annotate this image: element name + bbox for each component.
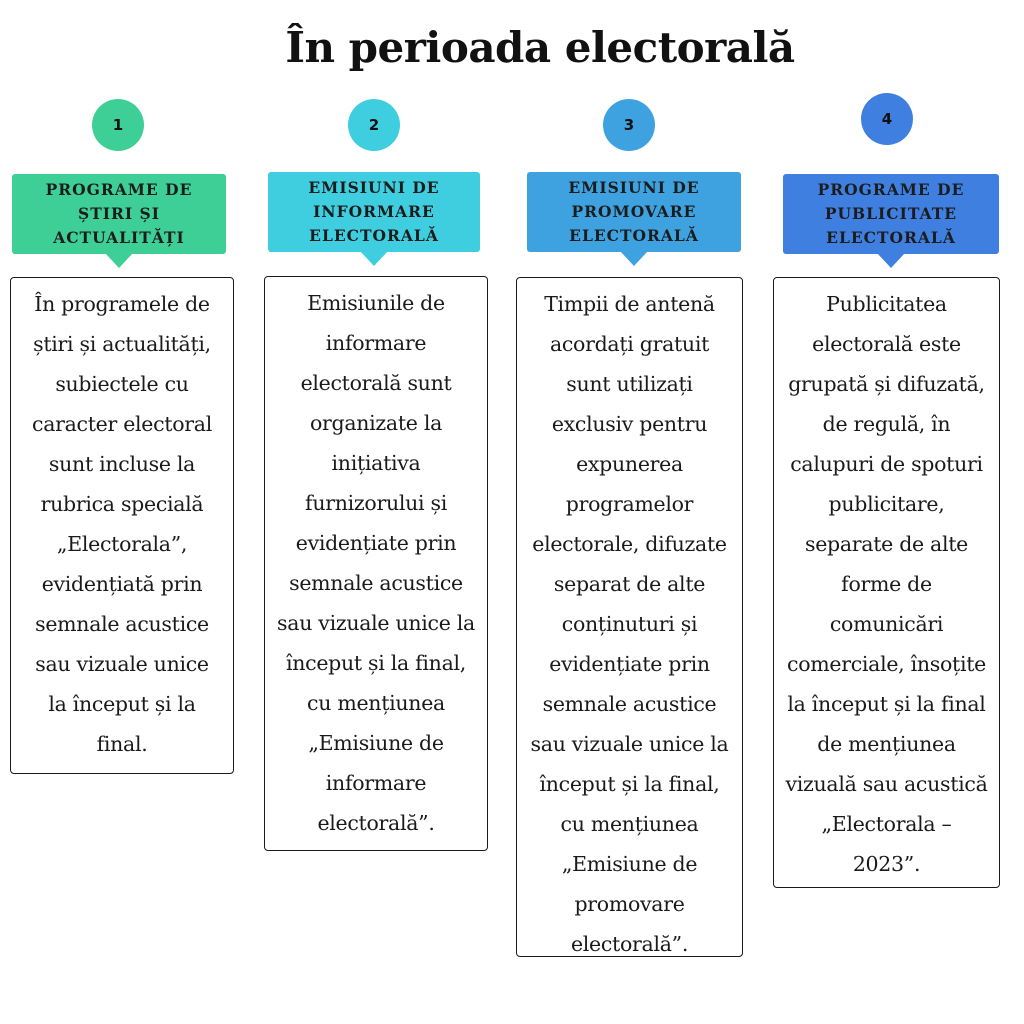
step-number-3: 3 <box>603 99 655 151</box>
text-line: evidențiate prin <box>295 531 457 555</box>
text-line: electorală”. <box>317 811 435 835</box>
pointer-arrow <box>105 253 133 268</box>
description-box-3 <box>516 277 743 957</box>
label-line: ELECTORALĂ <box>569 226 699 245</box>
text-line: la început și la final <box>787 692 986 716</box>
text-line: separate de alte <box>804 532 969 556</box>
category-label-text <box>783 178 999 250</box>
text-line: cu mențiunea <box>560 812 699 836</box>
label-line: PUBLICITATE <box>824 204 958 223</box>
text-line: rubrica specială <box>40 492 204 516</box>
label-line: INFORMARE <box>313 202 435 221</box>
text-line: forme de <box>841 572 932 596</box>
step-number-4: 4 <box>861 93 913 145</box>
text-line: semnale acustice <box>542 692 717 716</box>
text-line: semnale acustice <box>35 612 209 636</box>
page-title: În perioada electorală <box>285 23 795 72</box>
pointer-arrow <box>360 251 388 266</box>
text-line: caracter electoral <box>32 412 212 436</box>
step-number-1: 1 <box>92 99 144 151</box>
text-line: electorală este <box>812 332 961 356</box>
text-line: început și la final, <box>286 651 466 675</box>
text-line: acordați gratuit <box>549 332 710 356</box>
label-line: ELECTORALĂ <box>309 226 439 245</box>
text-line: sunt incluse la <box>48 452 196 476</box>
text-line: comerciale, însoțite <box>787 652 986 676</box>
text-line: calupuri de spoturi <box>790 452 983 476</box>
pointer-arrow <box>877 253 905 268</box>
label-line: EMISIUNI DE <box>568 178 700 197</box>
label-line: PROMOVARE <box>571 202 697 221</box>
label-line: PROGRAME DE <box>817 180 965 199</box>
category-label-4 <box>783 174 999 254</box>
text-line: sunt utilizați <box>566 372 693 396</box>
description-box-1 <box>10 277 234 774</box>
step-number-2: 2 <box>348 99 400 151</box>
category-label-2 <box>268 172 480 252</box>
text-line: promovare <box>574 892 685 916</box>
category-label-1 <box>12 174 226 254</box>
text-line: semnale acustice <box>289 571 463 595</box>
text-line: de regulă, în <box>822 412 951 436</box>
text-line: electorală sunt <box>300 371 452 395</box>
text-line: inițiativa <box>331 451 421 475</box>
text-line: vizuală sau acustică <box>785 772 988 796</box>
text-line: sau vizuale unice <box>35 652 209 676</box>
text-line: început și la final, <box>539 772 720 796</box>
text-line: informare <box>325 771 427 795</box>
text-line: grupată și difuzată, <box>788 372 985 396</box>
pointer-arrow <box>620 251 648 266</box>
text-line: subiectele cu <box>55 372 189 396</box>
text-line: conținuturi și <box>561 612 698 636</box>
category-label-text <box>12 178 226 250</box>
text-line: furnizorului și <box>305 491 447 515</box>
text-line: „Emisiune de <box>561 852 698 876</box>
text-line: știri și actualități, <box>33 332 211 356</box>
text-line: sau vizuale unice la <box>277 611 475 635</box>
label-line: PROGRAME DE <box>45 180 193 199</box>
text-line: programelor <box>565 492 694 516</box>
text-line: Emisiunile de <box>307 291 445 315</box>
description-box-4 <box>773 277 1000 888</box>
text-line: final. <box>96 732 148 756</box>
text-line: de mențiunea <box>817 732 956 756</box>
text-line: informare <box>325 331 427 355</box>
text-line: cu mențiunea <box>307 691 445 715</box>
category-label-text <box>268 176 480 248</box>
label-line: EMISIUNI DE <box>308 178 440 197</box>
category-label-text <box>527 176 741 248</box>
label-line: ACTUALITĂȚI <box>53 228 185 247</box>
description-box-2 <box>264 276 488 851</box>
text-line: „Electorala – <box>821 812 952 836</box>
label-line: ȘTIRI ȘI <box>78 204 160 223</box>
text-line: 2023”. <box>852 852 921 876</box>
text-line: electorale, difuzate <box>532 532 727 556</box>
text-line: Timpii de antenă <box>544 292 715 316</box>
label-line: ELECTORALĂ <box>826 228 956 247</box>
text-line: publicitare, <box>828 492 945 516</box>
text-line: evidențiate prin <box>549 652 710 676</box>
text-line: exclusiv pentru <box>551 412 708 436</box>
text-line: expunerea <box>576 452 683 476</box>
text-line: Publicitatea <box>826 292 947 316</box>
text-line: „Emisiune de <box>308 731 444 755</box>
text-line: evidențiată prin <box>41 572 203 596</box>
text-line: la început și la <box>48 692 196 716</box>
category-label-3 <box>527 172 741 252</box>
text-line: comunicări <box>829 612 944 636</box>
text-line: organizate la <box>309 411 443 435</box>
text-line: „Electorala”, <box>56 532 188 556</box>
text-line: În programele de <box>34 292 210 316</box>
text-line: electorală”. <box>570 932 689 956</box>
text-line: sau vizuale unice la <box>530 732 729 756</box>
text-line: separat de alte <box>553 572 706 596</box>
